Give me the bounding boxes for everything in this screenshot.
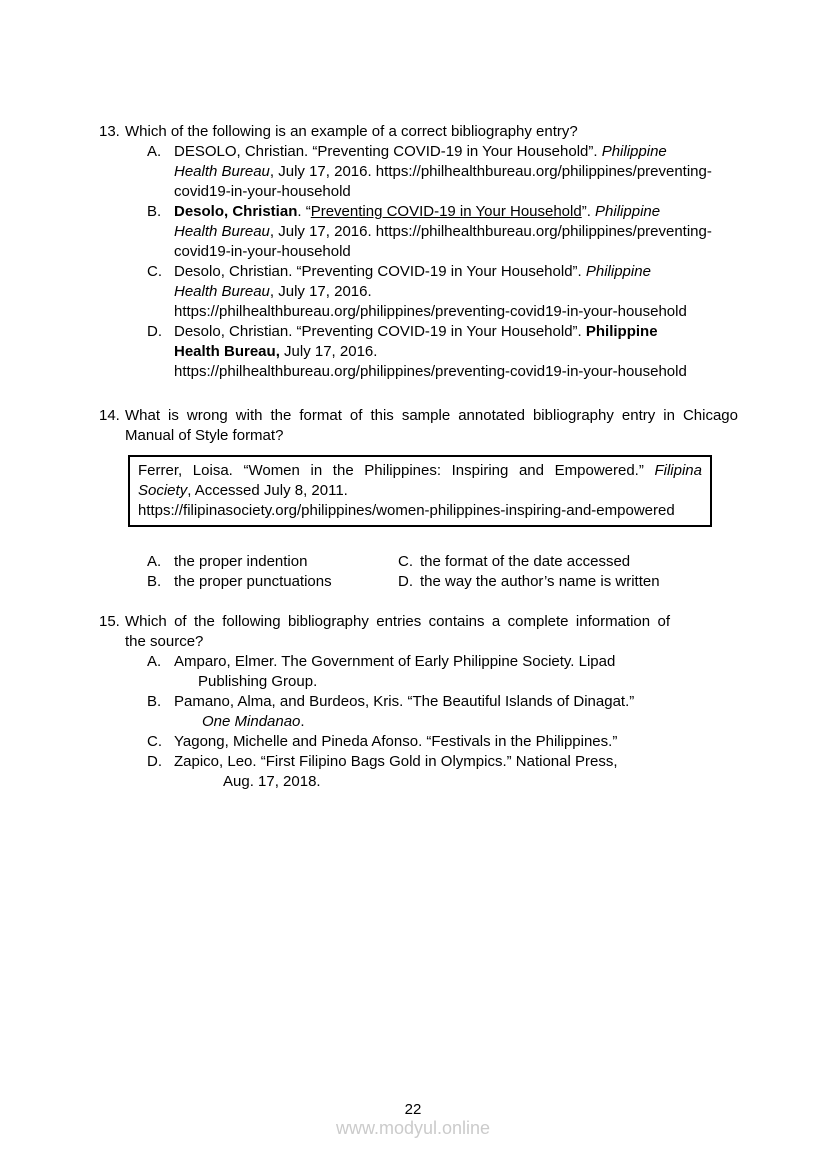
text-run: , July 17, 2016. https://philhealthbureau.org/philippines/preventing-	[269, 223, 712, 240]
option-text: the proper punctuations	[174, 573, 332, 590]
question-14-options	[147, 552, 744, 592]
text-run: https://philhealthbureau.org/philippines/preventing-covid19-in-your-household	[174, 303, 687, 320]
text-run: covid19-in-your-household	[174, 243, 351, 260]
option-line: Amparo, Elmer. The Government of Early Philippine Society. Lipad	[174, 653, 616, 670]
text-run-bold: Desolo, Christian	[174, 203, 298, 220]
text-run: .	[300, 713, 305, 730]
text-run: , Accessed July 8, 2011.	[187, 482, 348, 499]
question-stem	[125, 612, 670, 652]
text-run: https://filipinasociety.org/philippines/women-philippines-inspiring-and-empowered	[138, 502, 675, 519]
option-text: the proper indention	[174, 553, 308, 570]
text-run: https://philhealthbureau.org/philippines/preventing-covid19-in-your-household	[174, 363, 687, 380]
text-run: DESOLO, Christian. “Preventing COVID-19 in Your Household”.	[174, 143, 602, 160]
option-line: Aug. 17, 2018.	[223, 773, 321, 790]
stem-line: What is wrong with the format of this sample annotated bibliography entry in Chicago	[125, 407, 738, 424]
option-line	[174, 262, 740, 282]
text-run-italic: Philippine	[601, 143, 667, 160]
options-column-left	[147, 552, 398, 592]
option-line	[174, 202, 740, 222]
text-run-italic: Philippine	[595, 203, 661, 220]
page-content	[99, 122, 744, 792]
option-letter: B.	[147, 573, 162, 590]
question-number: 15.	[99, 613, 120, 630]
option-line: Publishing Group.	[198, 673, 318, 690]
text-run-italic: One Mindanao	[202, 713, 301, 730]
option-b	[147, 692, 744, 732]
option-letter: C.	[147, 263, 162, 280]
box-line	[138, 461, 702, 481]
option-letter: A.	[147, 143, 162, 160]
option-text	[174, 732, 740, 752]
box-line	[138, 481, 702, 501]
option-letter: A.	[147, 653, 162, 670]
question-13-stem-row	[99, 122, 744, 142]
option-letter: C.	[147, 733, 162, 750]
option-line	[174, 162, 740, 182]
option-a	[147, 142, 744, 202]
question-stem: Which of the following is an example of a correct bibliography entry?	[125, 123, 578, 140]
option-letter: D.	[147, 753, 162, 770]
question-number: 13.	[99, 123, 120, 140]
option-line	[174, 282, 740, 302]
text-run: . “	[297, 203, 311, 220]
text-run-italic: Filipina	[654, 462, 702, 479]
question-15-stem-row	[99, 612, 744, 652]
site-watermark: www.modyul.online	[335, 1118, 491, 1138]
text-run: ”.	[581, 203, 596, 220]
text-run-italic: Philippine	[585, 263, 651, 280]
option-line: Zapico, Leo. “First Filipino Bags Gold in Olympics.” National Press,	[174, 753, 618, 770]
text-run-italic: Health Bureau	[174, 163, 270, 180]
option-text	[174, 322, 740, 382]
option-text	[174, 202, 740, 262]
text-run: , July 17, 2016.	[269, 283, 372, 300]
text-run-bold: Philippine	[585, 323, 658, 340]
option-letter: D.	[147, 323, 162, 340]
text-run-italic: Health Bureau	[174, 223, 270, 240]
option-line	[174, 222, 740, 242]
option-letter: D.	[398, 573, 413, 590]
text-run: , July 17, 2016. https://philhealthbureau.org/philippines/preventing-	[269, 163, 712, 180]
option-c	[398, 552, 660, 572]
text-run-underline: Preventing COVID-19 in Your Household	[310, 203, 582, 220]
option-line: Pamano, Alma, and Burdeos, Kris. “The Beautiful Islands of Dinagat.”	[174, 693, 635, 710]
page-number: 22	[404, 1101, 422, 1118]
option-c	[147, 262, 744, 322]
option-a	[147, 652, 744, 692]
option-text	[174, 652, 740, 692]
option-a	[147, 552, 398, 572]
option-text: the format of the date accessed	[420, 553, 631, 570]
question-14	[99, 406, 744, 592]
question-15	[99, 612, 744, 792]
option-line	[174, 342, 740, 362]
question-number: 14.	[99, 407, 120, 424]
option-letter: B.	[147, 693, 162, 710]
stem-line: Which of the following bibliography entries contains a complete information of	[125, 613, 670, 630]
option-text: the way the author’s name is written	[420, 573, 660, 590]
text-run: Desolo, Christian. “Preventing COVID-19 in Your Household”.	[174, 323, 586, 340]
option-text	[174, 142, 740, 202]
option-line	[174, 242, 740, 262]
option-line	[202, 712, 740, 732]
stem-line: the source?	[125, 633, 204, 650]
option-letter: C.	[398, 553, 413, 570]
option-d	[398, 572, 660, 592]
option-line: Yagong, Michelle and Pineda Afonso. “Festivals in the Philippines.”	[174, 733, 618, 750]
text-run-italic: Health Bureau	[174, 283, 270, 300]
stem-line: Manual of Style format?	[125, 427, 284, 444]
option-b	[147, 202, 744, 262]
question-13	[99, 122, 744, 382]
option-b	[147, 572, 398, 592]
question-stem	[125, 406, 738, 446]
option-line	[174, 182, 740, 202]
option-line	[174, 302, 740, 322]
option-line	[174, 322, 740, 342]
option-c	[147, 732, 744, 752]
text-run-italic: Society	[138, 482, 188, 499]
text-run-bold: Health Bureau,	[174, 343, 280, 360]
option-d	[147, 752, 744, 792]
option-text	[174, 752, 740, 792]
text-run: Ferrer, Loisa. “Women in the Philippines: Inspiring and Empowered.”	[138, 462, 655, 479]
option-text	[174, 692, 740, 732]
option-text	[174, 262, 740, 322]
option-letter: A.	[147, 553, 162, 570]
text-run: covid19-in-your-household	[174, 183, 351, 200]
options-column-right	[398, 552, 660, 592]
box-line	[138, 501, 702, 521]
option-line	[174, 362, 740, 382]
option-letter: B.	[147, 203, 162, 220]
bibliography-example-box	[128, 455, 712, 527]
option-d	[147, 322, 744, 382]
text-run: Desolo, Christian. “Preventing COVID-19 in Your Household”.	[174, 263, 586, 280]
question-14-stem-row	[99, 406, 744, 446]
text-run: July 17, 2016.	[279, 343, 378, 360]
option-line	[174, 142, 740, 162]
